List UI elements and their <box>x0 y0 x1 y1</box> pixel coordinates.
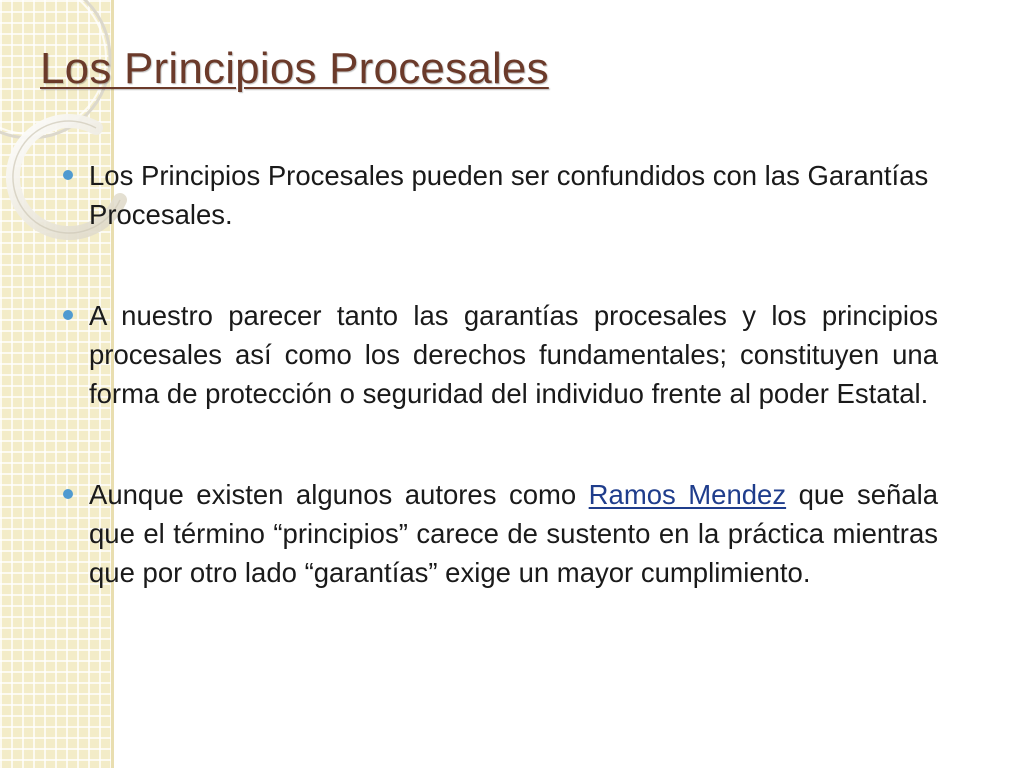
ramos-mendez-link[interactable]: Ramos Mendez <box>588 479 787 510</box>
bullet-text-2: A nuestro parecer tanto las garantías procesales y los principios procesales así como los derechos fundamentales; constituyen una forma de protección o seguridad del individuo frente al poder Estatal. <box>89 300 938 409</box>
bullet-item-3 <box>60 475 938 592</box>
bullet-item-2 <box>60 296 938 413</box>
slide-title: Los Principios Procesales <box>40 44 549 93</box>
bullet-list <box>60 156 938 592</box>
bullet-text-3-before-link: Aunque existen algunos autores como <box>89 479 589 510</box>
bullet-item-1 <box>60 156 938 234</box>
bullet-dot-icon <box>63 489 73 499</box>
bullet-dot-icon <box>63 310 73 320</box>
bullet-text-1: Los Principios Procesales pueden ser confundidos con las Garantías Procesales. <box>89 160 929 230</box>
bullet-text-3-after-link: que señala que el término “principios” carece de sustento en la práctica mientras que por otro lado “garantías” exige un mayor cumplimiento. <box>89 479 938 588</box>
bullet-dot-icon <box>63 170 73 180</box>
